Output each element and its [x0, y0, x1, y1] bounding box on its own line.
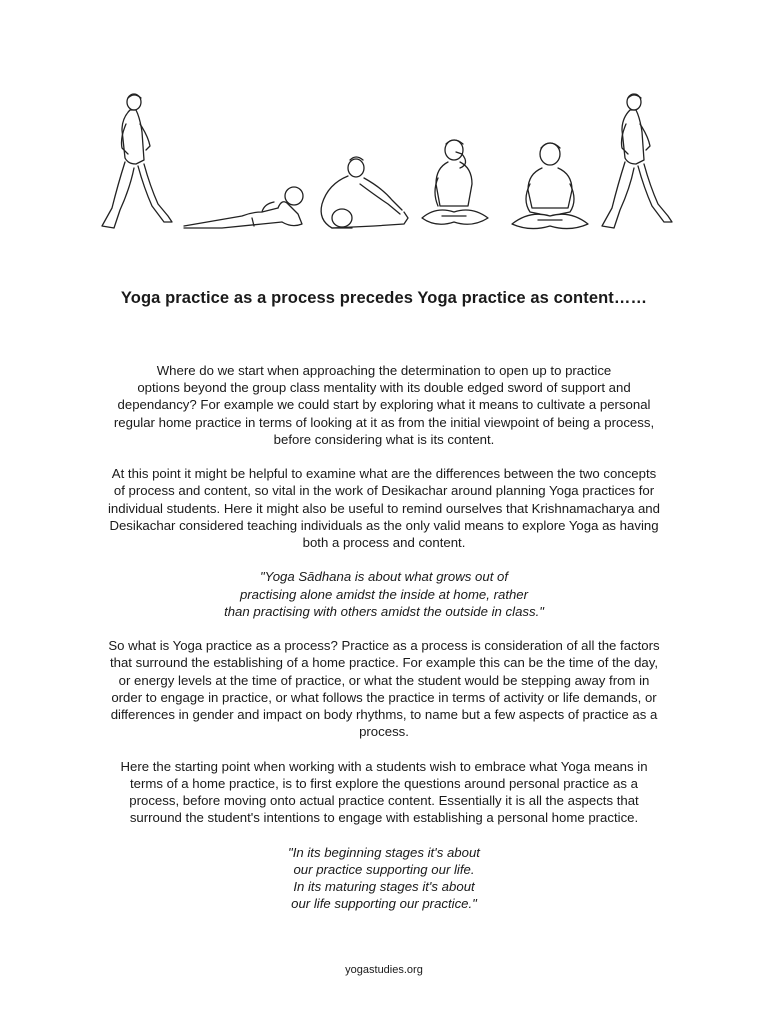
quote-line: "Yoga Sādhana is about what grows out of	[259, 569, 509, 585]
text-line: terms of a home practice, is to first explore the questions around personal practice as a	[130, 775, 638, 791]
quote-line: our life supporting our practice."	[291, 896, 477, 912]
footer-url: yogastudies.org	[345, 964, 423, 976]
text-line: or energy levels at the time of practice, or what the student would be stepping away from in	[118, 672, 650, 688]
practice-illustration	[92, 88, 676, 238]
text-line: before considering what is its content.	[273, 431, 495, 447]
text-line: both a process and content.	[302, 535, 466, 551]
text-line: Desikachar considered teaching individuals as the only valid means to explore Yoga as having	[109, 517, 659, 533]
quote-line: In its maturing stages it's about	[293, 879, 475, 895]
yoga-figures-drawing	[92, 88, 676, 238]
seated-meditation-figure	[512, 143, 588, 229]
text-line: Where do we start when approaching the determination to open up to practice	[156, 363, 612, 378]
text-line: that surround the establishing of a home practice. For example this can be the time of the day,	[109, 655, 659, 671]
text-line: process, before moving onto actual practice content. Essentially it is all the aspects that	[129, 793, 639, 809]
text-line: surround the student's intentions to engage with establishing a personal home practice.	[129, 810, 639, 826]
quote-line: practising alone amidst the inside at home, rather	[239, 586, 529, 602]
quote-line: than practising with others amidst the outside in class."	[224, 603, 544, 619]
text-line: order to engage in practice, or what follows the practice in terms of activity or life demands, or	[111, 689, 657, 705]
text-line: So what is Yoga practice as a process? Practice as a process is consideration of all the factors	[108, 638, 660, 654]
text-line: At this point it might be helpful to examine what are the differences between the two concepts	[111, 466, 657, 482]
paragraph-process-content	[88, 465, 680, 551]
quote-line: our practice supporting our life.	[293, 861, 475, 877]
text-line: individual students. Here it might also be useful to remind ourselves that Krishnamacharya and	[108, 500, 660, 516]
text-line: options beyond the group class mentality with its double edged sword of support and	[137, 380, 631, 396]
paragraph-starting-point	[88, 758, 680, 827]
text-line: differences in gender and impact on body rhythms, to name but a few aspects of practice as a	[110, 707, 658, 723]
paragraph-intro	[88, 362, 680, 448]
text-line: regular home practice in terms of looking at it as from the initial viewpoint of being a process,	[113, 414, 655, 430]
seated-breathing-figure	[422, 140, 488, 224]
page-title: Yoga practice as a process precedes Yoga practice as content……	[120, 289, 648, 307]
text-line: process.	[359, 724, 409, 740]
text-line: dependancy? For example we could start by exploring what it means to cultivate a personal	[117, 397, 651, 413]
walking-figure-left	[102, 94, 172, 228]
quote-line: "In its beginning stages it's about	[288, 844, 480, 860]
quote-stages	[88, 844, 680, 913]
seated-forward-bend-figure	[321, 157, 408, 228]
prone-figure	[184, 187, 303, 228]
text-line: of process and content, so vital in the work of Desikachar around planning Yoga practices for	[113, 483, 655, 499]
quote-sadhana	[88, 568, 680, 620]
paragraph-practice-process	[88, 637, 680, 740]
walking-figure-right	[602, 94, 672, 228]
text-line: Here the starting point when working with a students wish to embrace what Yoga means in	[120, 758, 648, 774]
article-body	[88, 362, 680, 930]
